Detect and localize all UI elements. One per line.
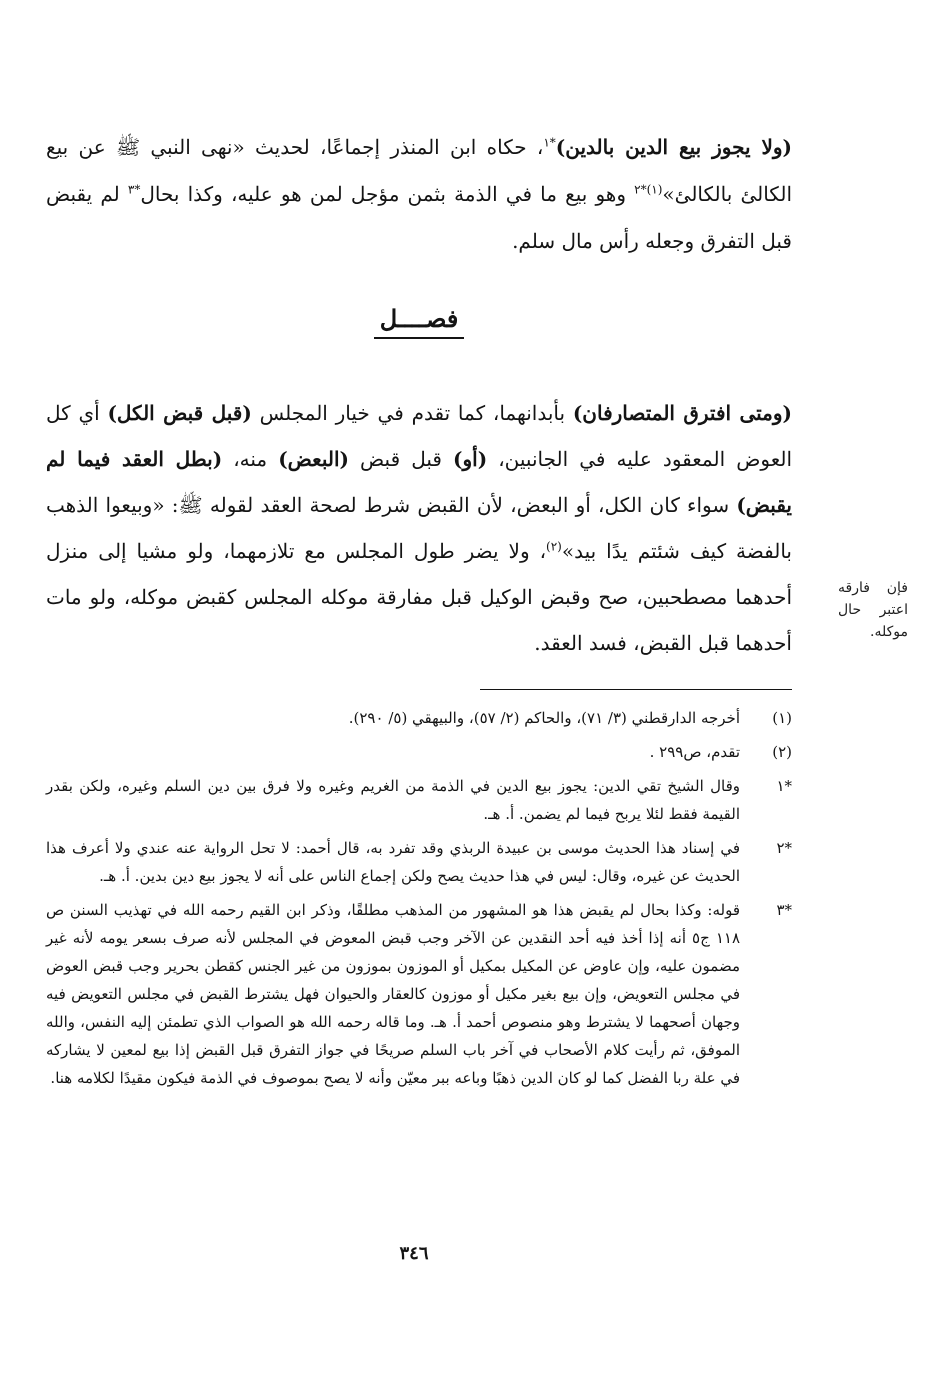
footnote-number: *١: [776, 777, 792, 795]
footnotes: [46, 704, 792, 1098]
sharh-text: لم يقبض قبل التفرق وجعله رأس مال سلم.: [46, 182, 792, 253]
footnote-marker: *١: [543, 135, 556, 150]
sharh-text: أي كل العوض المعقود عليه في الجانبين،: [46, 401, 793, 471]
footnote-divider: [480, 689, 792, 690]
footnote-text: في إسناد هذا الحديث موسى بن عبيدة الربذي وقد تفرد به، قال أحمد: لا تحل الرواية عنه عندي ولا أعرف هذا الحديث عن غيره، وقال: ليس في هذا حديث يصح ولكن إجماع الناس على أنه لا يجوز بيع دين بدين. أ. هـ.: [46, 839, 741, 885]
margin-note: فإن فارقه اعتبر حال موكله.: [838, 580, 908, 640]
footnote-text: أخرجه الدارقطني (٣/ ٧١)، والحاكم (٢/ ٥٧)، والبيهقي (٥/ ٢٩٠).: [348, 709, 740, 727]
footnote-number: (٢): [772, 743, 792, 761]
matn-phrase: (ومتى افترق المتصارفان): [572, 401, 792, 425]
footnote-marker: *٣: [127, 182, 141, 197]
sharh-text: بأبدانهما، كما تقدم في خيار المجلس: [251, 401, 573, 425]
matn-phrase: (ولا يجوز بيع الدين بالدين): [555, 135, 792, 159]
sharh-text: قبل قبض: [348, 447, 454, 471]
footnote-number: *٢: [776, 839, 792, 857]
footnote-reference: (١): [646, 182, 663, 197]
footnote-item: [46, 896, 792, 1092]
sharh-text: وهو بيع ما في الذمة بثمن مؤجل لمن هو عليه، وكذا بحال: [140, 182, 635, 206]
footnote-item: [46, 772, 792, 828]
footnote-reference: (٢): [546, 539, 562, 554]
sharh-text: منه،: [222, 447, 279, 471]
section-paragraph: [46, 390, 792, 666]
matn-phrase: (بطل العقد فيما لم يقبض): [46, 447, 792, 517]
footnote-text: تقدم، ص٢٩٩ .: [649, 743, 740, 761]
page-number: ٣٤٦: [399, 1243, 429, 1264]
opening-paragraph: [46, 124, 792, 265]
footnote-number: (١): [772, 709, 792, 727]
footnote-item: [46, 834, 792, 890]
matn-phrase: (البعض): [278, 447, 349, 471]
section-heading-text: فصــــل: [374, 304, 465, 339]
footnote-marker: *٢: [634, 182, 647, 197]
section-heading: [46, 304, 792, 333]
matn-phrase: (قبل قبض الكل): [107, 401, 252, 425]
footnote-number: *٣: [776, 901, 792, 919]
sharh-text: ، ولا يضر طول المجلس مع تلازمهما، ولو مشيا إلى منزل أحدهما مصطحبين، صح وقبض الوكيل قبل مفارقة موكله المجلس كقبض موكله، ولو مات أحدهما قبل القبض، فسد العقد.: [46, 539, 792, 655]
footnote-text: وقال الشيخ تقي الدين: يجوز بيع الدين في الذمة من الغريم وغيره ولا فرق بين دين السلم وغيره، ولكن بقدر القيمة فقط لئلا يربح فيما لم يضمن. أ. هـ.: [46, 777, 740, 823]
footnote-item: [46, 738, 792, 766]
footnote-text: قوله: وكذا بحال لم يقبض هذا هو المشهور من المذهب مطلقًا، وذكر ابن القيم رحمه الله في تهذيب السنن ص ١١٨ ج٥ أنه إذا أخذ فيه أحد النقدين عن الآخر وجب قبض المعوض في المجلس لأنه صرف بسعر يومه لأنه غير مضمون عليه، وإن عاوض عن المكيل بمكيل أو الموزون بموزون من غير الجنس كقطن بحرير وجب قبض العوض في مجلس التعويض، وإن بيع بغير مكيل أو موزون كالعقار والحيوان فهل يشترط القبض في مجلس التعويض فيه وجهان أصحهما لا يشترط وهو منصوص أحمد أ. هـ. وما قاله رحمه الله هو الصواب الذي تطمئن إليه النفس، والله الموفق، ثم رأيت كلام الأصحاب في آخر باب السلم صريحًا في جواز التفرق قبل القبض إذا بيع لمعين لا يشاركه في علة ربا الفضل كما لو كان الدين ذهبًا وباعه ببر معيّن وأنه لا يصح بموصوف في الذمة فيكون مقيدًا لكلامه هنا.: [46, 901, 741, 1087]
sharh-text: ، حكاه ابن المنذر إجماعًا، لحديث «نهى النبي ﷺ عن بيع الكالئ بالكالئ»: [46, 135, 792, 206]
matn-phrase: (أو): [453, 447, 488, 471]
footnote-item: [46, 704, 792, 732]
sharh-text: سواء كان الكل، أو البعض، لأن القبض شرط لصحة العقد لقوله ﷺ: «وبيعوا الذهب بالفضة كيف شئتم يدًا بيد»: [46, 493, 792, 563]
